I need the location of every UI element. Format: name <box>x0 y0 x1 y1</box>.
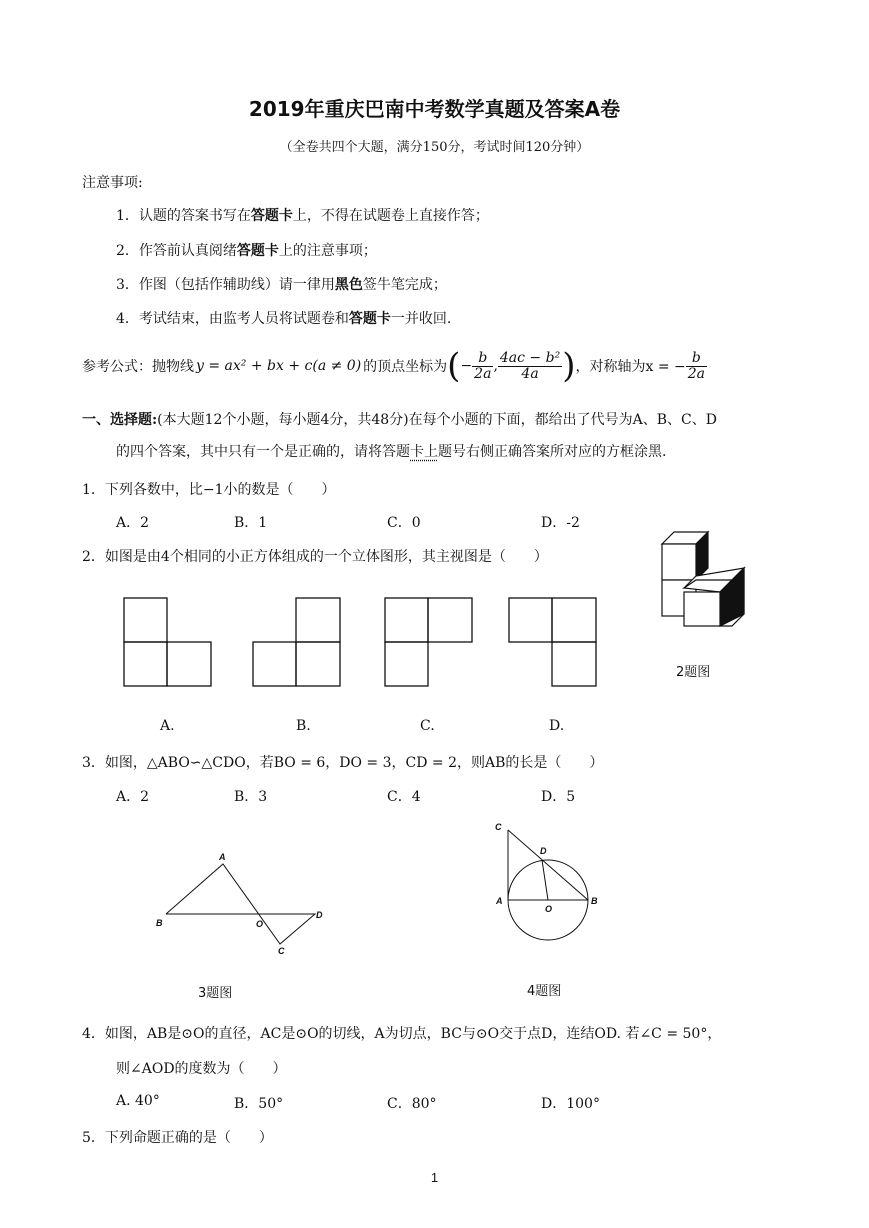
q3-figure-caption: 3题图 <box>198 986 233 1001</box>
q4-label-b: B <box>591 896 598 906</box>
notice-item-3: 3．作图（包括作辅助线）请一律用黑色签牛笔完成； <box>116 277 447 293</box>
q3-stem: 3．如图，△ABO∽△CDO，若BO = 6，DO = 3，CD = 2，则AB的长是（ ） <box>82 755 604 771</box>
notice-item-1: 1．认题的答案书写在答题卡上，不得在试题卷上直接作答； <box>116 208 489 224</box>
section1-heading: 一、选择题: <box>82 412 158 428</box>
q4-stem-line1: 4．如图，AB是⊙O的直径，AC是⊙O的切线，A为切点，BC与⊙O交于点D，连结OD. 若∠C = 50°， <box>82 1026 722 1042</box>
q3-label-c: C <box>278 946 285 956</box>
notice-item-4: 4．考试结束，由监考人员将试题卷和答题卡一并收回. <box>116 311 452 327</box>
q2-option-d-figure <box>505 594 601 690</box>
q4-figure-caption: 4题图 <box>527 984 562 999</box>
notice-heading: 注意事项: <box>82 175 143 191</box>
q3-triangle-figure <box>150 850 330 956</box>
page-number: 1 <box>430 1170 439 1185</box>
q2-option-c-figure <box>381 594 477 690</box>
vertex-y-fraction: $\frac{\text{4ac − b²}}{4a}$ <box>499 349 561 382</box>
q4-label-d: D <box>540 846 547 856</box>
q1-option-c: C．0 <box>387 515 421 531</box>
vertex-x-fraction: $\frac{b}{2a}$ <box>474 349 492 382</box>
q3-label-b: B <box>156 918 163 928</box>
q2-option-b-figure <box>249 594 345 690</box>
q1-stem: 1．下列各数中，比−1小的数是（ ） <box>82 482 336 498</box>
q4-circle-figure <box>490 818 605 944</box>
q2-option-a: A. <box>160 718 175 734</box>
q2-cube-figure <box>654 528 764 632</box>
q2-option-a-figure <box>120 594 216 690</box>
q3-label-o: O <box>256 919 264 929</box>
q4-label-o: O <box>545 904 553 914</box>
q4-option-a: A. 40° <box>116 1093 160 1109</box>
q3-label-d: D <box>316 910 323 920</box>
q4-option-d: D．100° <box>541 1096 600 1112</box>
q3-label-a: A <box>219 852 226 862</box>
q1-option-d: D．-2 <box>541 515 580 531</box>
q2-option-b: B. <box>296 718 311 734</box>
q1-option-a: A．2 <box>116 515 150 531</box>
q4-label-a: A <box>496 896 503 906</box>
q3-option-d: D．5 <box>541 789 576 805</box>
q2-stem: 2．如图是由4个相同的小正方体组成的一个立体图形，其主视图是（ ） <box>82 549 548 565</box>
q5-stem: 5．下列命题正确的是（ ） <box>82 1130 273 1146</box>
notice-item-2: 2．作答前认真阅绪答题卡上的注意事项； <box>116 243 377 259</box>
q4-option-b: B．50° <box>234 1096 284 1112</box>
page-title: 2019年重庆巴南中考数学真题及答案A卷 <box>248 97 621 121</box>
q4-option-c: C．80° <box>387 1096 437 1112</box>
axis-fraction: $\frac{b}{2a}$ <box>687 349 705 382</box>
page-subtitle: （全卷共四个大题，满分150分，考试时间120分钟） <box>279 140 590 155</box>
q3-option-b: B．3 <box>234 789 268 805</box>
section1-line1: 一、选择题:(本大题12个小题，每小题4分，共48分)在每个小题的下面，都给出了代号为A、B、C、D <box>82 412 717 428</box>
q2-option-d: D. <box>549 718 565 734</box>
reference-formula: 参考公式：抛物线 y = ax² + bx + c(a ≠ 0) 的顶点坐标为 ( − $\frac{b}{2a}$ , $\frac{\text{4ac − b²}}{4a}$ ) ，对称轴为x = − $\frac{b}{2a}$ <box>82 346 705 386</box>
q1-option-b: B．1 <box>234 515 268 531</box>
q2-option-c: C. <box>420 718 435 734</box>
q4-stem-line2: 则∠AOD的度数为（ ） <box>116 1061 287 1077</box>
section1-line2: 的四个答案，其中只有一个是正确的，请将答题卡上题号右侧正确答案所对应的方框涂黑. <box>116 444 667 460</box>
q2-figure-caption: 2题图 <box>676 665 711 680</box>
q3-option-a: A．2 <box>116 789 150 805</box>
q4-label-c: C <box>495 822 502 832</box>
q3-option-c: C．4 <box>387 789 421 805</box>
